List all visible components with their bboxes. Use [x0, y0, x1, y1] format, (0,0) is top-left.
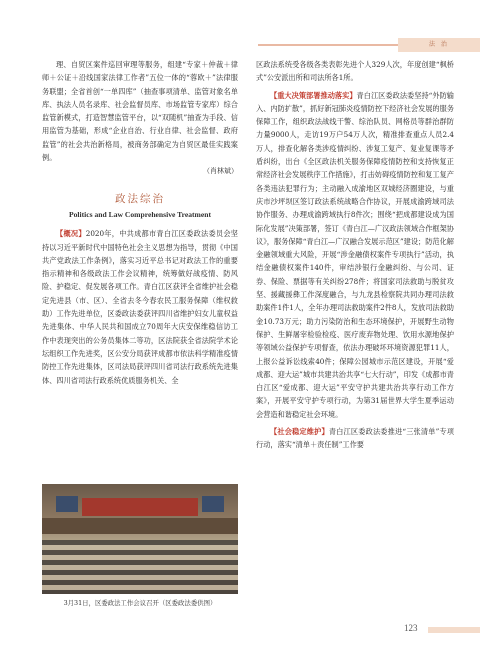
photo-banner [82, 498, 198, 516]
section-tag: 法 治 [398, 38, 480, 52]
right-column [256, 58, 454, 452]
overview-paragraph [42, 227, 238, 387]
photo-screen-left [56, 496, 78, 512]
stability-tag: 【社会稳定维护】 [270, 427, 329, 437]
running-header [0, 38, 480, 52]
page-number-bar [428, 627, 480, 633]
page-number: 123 [404, 623, 418, 633]
overview-tag: 【概况】 [56, 229, 86, 239]
header-rule [258, 44, 398, 46]
meeting-photo [42, 484, 238, 594]
decision-tag: 【重大决策部署推动落实】 [270, 90, 357, 100]
section-subtitle: Politics and Law Comprehensive Treatment [68, 209, 212, 219]
decision-text: 青白江区委政法委坚持“外防输入、内防扩散”，抓好新冠肺炎疫情防控下经济社会发展的服务保障工作，组织政法战线干警、综治队员、网格员等群治群防力量9000人，走访19万户54万人次，精准排查重点人员2.4万人，排查化解各类涉疫情纠纷、涉复工复产、复业复课等矛盾纠纷，出台《全区政法机关服务保障疫情防控和支持恢复正常经济社会发展秩序工作措施》，打击妨碍疫情防控和复工复产各类违法犯罪行为；主动融入成渝地区双城经济圈建设，与重庆市沙坪坝区签订政法系统战略合作协议，开展成渝跨域司法协作服务、办理成渝跨域执行8件次；围绕“把成都建设成为国际化发展”决策部署，签订《青白江—广汉政法领域合作框架协议》，服务保障“青白江—广汉融合发展示范区”建设；防范化解金融领域重大风险，开展“涉金融债权案件专项执行”活动，执结金融债权案件140件，审结涉银行金融纠纷、与公司、证券、保险、票据等有关纠纷278件；将国家司法救助与脱贫攻坚、援藏援彝工作深度融合，与九龙县检察院共同办理司法救助案件1件1人，全年办理司法救助案件2件8人，发放司法救助金10.73万元；助力污染防治和生态环境保护，开展野生动物保护、生鲜屠宰检验检疫、医疗废弃物处理、饮用水源地保护等领域公益保护专项督查，依法办理破坏环境资源犯罪11人，上报公益诉讼线索40件；保障公园城市示范区建设，开展“爱成都、迎大运”城市共建共治共享“七大行动”，印发《成都市青白江区“爱成都、迎大运”平安守护共建共治共享行动工作方案》，开展平安守护专项行动，为第31届世界大学生夏季运动会营造和谐稳定社会环境。 [256, 90, 454, 419]
left-column [42, 58, 238, 387]
right-paragraph-intro: 区政法系统受各级各类表彰先进个人329人次，年度创建“枫桥式”公安派出所和司法所各1所。 [256, 60, 454, 83]
stability-text: 青白江区委政法委推进“三张清单”专项行动，落实“清单＋责任制”工作要 [256, 427, 454, 450]
photo-screen-right [202, 496, 224, 512]
decision-paragraph [256, 89, 454, 421]
left-paragraph-1: 理、自贸区案件巡回审理等服务，组建“专家＋仲裁＋律师＋公证＋沿线国家法律工作者”五位一体的“蓉欧＋”法律服务联盟；全省首创“一单四库”（抽查事项清单、监管对象名单库、执法人员名录库、社会监督员库、市场监管专家库）综合监管新模式，打造智慧监管平台，以“双随机”抽查为手段、信用监管为基础，形成“企业自治、行业自律、社会监督、政府监管”的社会共治新格局，被商务部确定为自贸区最佳实践案例。 [42, 60, 238, 163]
photo-audience [42, 540, 238, 594]
photo-stage [42, 518, 238, 534]
stability-paragraph [256, 425, 454, 452]
overview-text: 2020年，中共成都市青白江区委政法委员会坚持以习近平新时代中国特色社会主义思想为指导，贯彻《中国共产党政法工作条例》，落实习近平总书记对政法工作的重要指示精神和各级政法工作会议精神，统筹做好战疫情、防风险、护稳定、促发展各项工作。青白江区获评全省维护社会稳定先进县（市、区）、全省去冬今春农民工服务保障（维权救助）工作先进单位，区委政法委获评四川省维护妇女儿童权益先进集体、中华人民共和国成立70周年大庆安保维稳信访工作中表现突出的公务员集体二等功，区法院获全省法院学术论坛组织工作先进奖，区公安分局获评成都市依法科学精准疫情防控工作先进集体，区司法局获评四川省司法行政系统先进集体、四川省司法行政系统优质服务机关、全 [42, 229, 238, 385]
section-title: 政法综治 [115, 192, 165, 205]
author-credit: （肖林斌） [203, 167, 238, 176]
photo-caption: 3月31日，区委政法工作会议召开（区委政法委供图） [63, 599, 217, 607]
